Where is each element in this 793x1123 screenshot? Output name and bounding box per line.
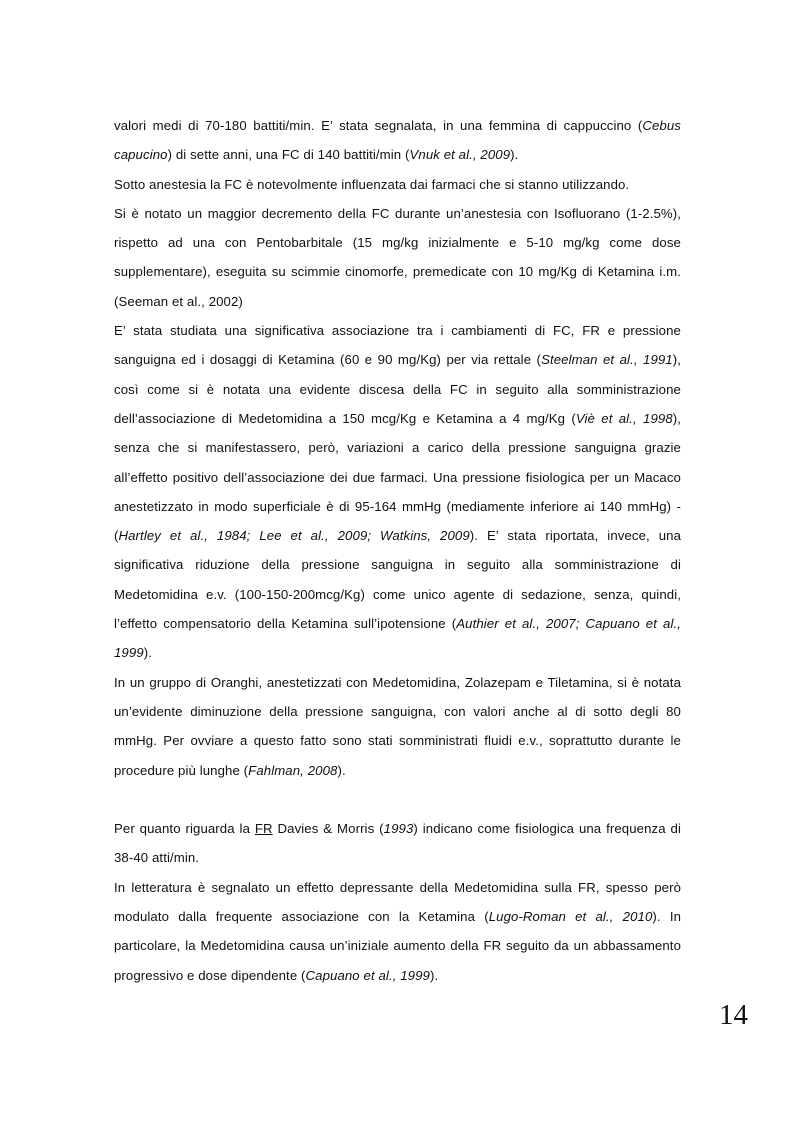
text-run: ). — [143, 645, 153, 661]
citation-text: Capuano et al., 1999 — [305, 967, 430, 983]
text-run: ). In particolare, la Medetomidina causa un’iniziale aumento della FR seguito da un abbassamento progressivo e dose dipendente ( — [114, 909, 682, 983]
paragraph — [114, 199, 681, 316]
paragraph — [114, 170, 681, 199]
citation-text: Authier et al., 2007; Capuano et al., 1999 — [114, 616, 681, 661]
text-run: ). — [510, 147, 519, 163]
citation-text: Steelman et al., 1991 — [541, 352, 673, 368]
citation-text: 1993 — [383, 821, 414, 837]
citation-text: Fahlman, 2008 — [248, 762, 338, 778]
text-run: valori medi di 70-180 battiti/min. E’ stata segnalata, in una femmina di cappuccino ( — [114, 118, 643, 133]
text-run: Si è notato un maggior decremento della FC durante un’anestesia con Isofluorano (1-2.5%), rispetto ad una con Pentobarbitale (15 mg/kg inizialmente e 5-10 mg/kg come dose supplementare), eseguita su scimmie cinomorfe, premedicate con 10 mg/Kg di Ketamina i.m. (Seeman et al., 2002) — [114, 205, 681, 309]
text-run: ). — [337, 762, 346, 778]
underlined-term: FR — [254, 821, 273, 837]
text-run: In letteratura è segnalato un effetto depressante della Medetomidina sulla FR, spesso però modulato dalla frequente associazione con la Ketamina ( — [114, 879, 681, 925]
paragraph — [114, 814, 681, 873]
text-run: In un gruppo di Oranghi, anestetizzati con Medetomidina, Zolazepam e Tiletamina, si è notata un’evidente diminuzione della pressione sanguigna, con valori anche al di sotto degli 80 mmHg. Per ovviare a questo fatto sono stati somministrati fluidi e.v., soprattutto durante le procedure più lunghe ( — [114, 674, 681, 778]
text-run: ), senza che si manifestassero, però, variazioni a carico della pressione sanguigna grazie all’effetto positivo dell’associazione dei due farmaci. Una pressione fisiologica per un Macaco anestetizzato in modo superficiale è di 95-164 mmHg (mediamente inferiore ai 140 mmHg) - ( — [114, 410, 682, 544]
paragraph-spacer — [114, 785, 681, 814]
text-run: Davies & Morris ( — [272, 821, 384, 837]
text-run: Per quanto riguarda la — [114, 821, 255, 837]
citation-text: Lugo-Roman et al., 2010 — [488, 909, 653, 925]
citation-text: Viè et al., 1998 — [575, 410, 673, 426]
text-run: ) di sette anni, una FC di 140 battiti/min ( — [167, 147, 410, 163]
text-run: Sotto anestesia la FC è notevolmente influenzata dai farmaci che si stanno utilizzando. — [114, 176, 630, 192]
citation-text: Hartley et al., 1984; Lee et al., 2009; Watkins, 2009 — [118, 528, 470, 544]
paragraph — [114, 316, 681, 668]
body-text — [114, 111, 681, 990]
paragraph — [114, 873, 681, 990]
text-run: ), così come si è notata una evidente discesa della FC in seguito alla somministrazione dell’associazione di Medetomidina a 150 mcg/Kg e Ketamina a 4 mg/Kg ( — [114, 352, 682, 426]
text-run: ). E’ stata riportata, invece, una significativa riduzione della pressione sanguigna in seguito alla somministrazione di Medetomidina e.v. (100-150-200mcg/Kg) come unico agente di sedazione, senza, quindi, l’effetto compensatorio della Ketamina sull’ipotensione ( — [114, 528, 682, 632]
paragraph — [114, 668, 681, 785]
citation-text: Vnuk et al., 2009 — [409, 147, 511, 163]
page-number: 14 — [719, 999, 748, 1031]
text-run: ). — [429, 967, 439, 983]
text-run: ) indicano come fisiologica una frequenza di 38-40 atti/min. — [114, 821, 681, 866]
text-run: E’ stata studiata una significativa associazione tra i cambiamenti di FC, FR e pressione sanguigna ed i dosaggi di Ketamina (60 e 90 mg/Kg) per via rettale ( — [114, 323, 681, 368]
citation-text: Cebus capucino — [114, 118, 681, 163]
paragraph — [114, 111, 681, 170]
